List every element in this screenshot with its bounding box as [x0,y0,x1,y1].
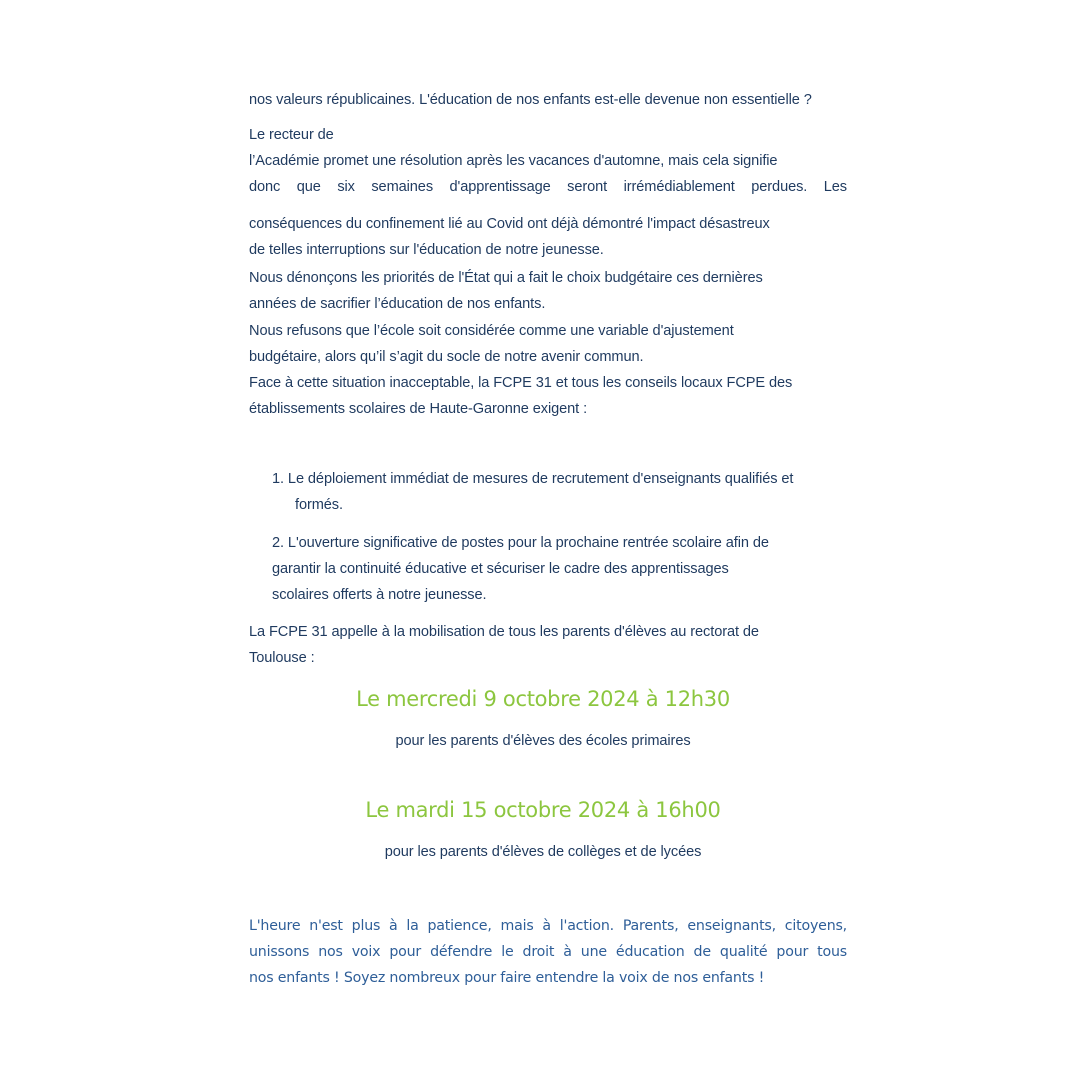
event-date: Le mardi 15 octobre 2024 à 16h00 [365,798,721,822]
paragraph-line: nos valeurs républicaines. L'éducation de nos enfants est-elle devenue non essentielle ? [249,92,812,108]
paragraph-line: établissements scolaires de Haute-Garonne exigent : [249,401,588,417]
paragraph-line: conséquences du confinement lié au Covid ont déjà démontré l'impact désastreux [249,216,770,232]
list-item-continuation: garantir la continuité éducative et sécuriser le cadre des apprentissages [272,561,729,577]
event-audience: pour les parents d'élèves des écoles primaires [395,733,691,749]
paragraph-line: Nous dénonçons les priorités de l'État qui a fait le choix budgétaire ces dernières [249,270,763,286]
paragraph-line: années de sacrifier l’éducation de nos enfants. [249,296,546,312]
call-line: Toulouse : [249,650,315,666]
list-item-continuation: scolaires offerts à notre jeunesse. [272,587,487,603]
paragraph-line: Face à cette situation inacceptable, la FCPE 31 et tous les conseils locaux FCPE des [249,375,793,391]
paragraph-line: donc que six semaines d'apprentissage seront irrémédiablement perdues. Les [249,179,847,195]
paragraph-line: Nous refusons que l’école soit considérée comme une variable d'ajustement [249,323,734,339]
closing-line: nos enfants ! Soyez nombreux pour faire entendre la voix de nos enfants ! [249,970,765,986]
event-audience: pour les parents d'élèves de collèges et de lycées [384,844,702,860]
call-line: La FCPE 31 appelle à la mobilisation de tous les parents d'élèves au rectorat de [249,624,759,640]
closing-line: L'heure n'est plus à la patience, mais à l'action. Parents, enseignants, citoyens, [249,918,847,934]
list-item: 1. Le déploiement immédiat de mesures de recrutement d'enseignants qualifiés et [272,471,794,487]
closing-line: unissons nos voix pour défendre le droit à une éducation de qualité pour tous [249,944,847,960]
event-date: Le mercredi 9 octobre 2024 à 12h30 [356,687,730,711]
paragraph-line: de telles interruptions sur l'éducation de notre jeunesse. [249,242,604,258]
paragraph-line: Le recteur de [249,127,334,143]
list-item: 2. L'ouverture significative de postes pour la prochaine rentrée scolaire afin de [272,535,769,551]
paragraph-line: l’Académie promet une résolution après les vacances d'automne, mais cela signifie [249,153,778,169]
paragraph-line: budgétaire, alors qu’il s’agit du socle de notre avenir commun. [249,349,644,365]
list-item-continuation: formés. [295,497,343,513]
